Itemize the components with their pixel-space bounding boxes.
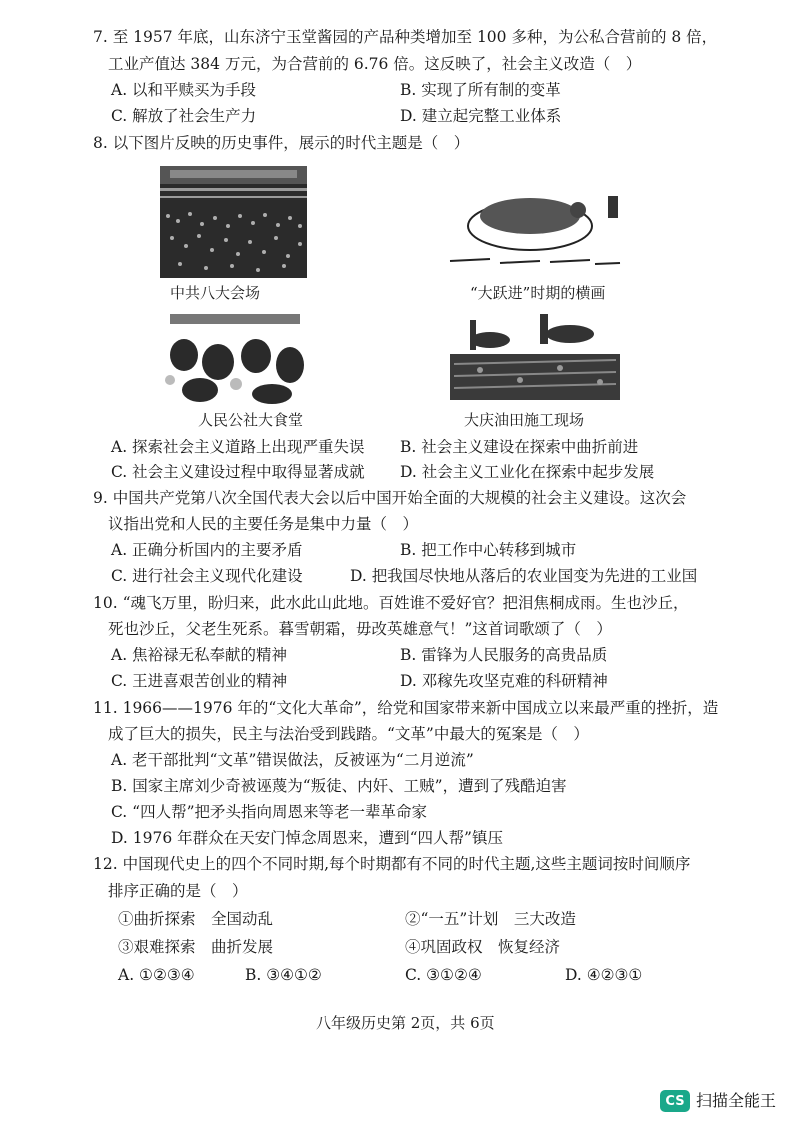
q12-stem-line2: 排序正确的是（ ） <box>108 882 248 900</box>
q11-option-a: A. 老干部批判“文革”错误做法，反被诬为“二月逆流” <box>111 751 474 769</box>
q11-stem-line1: 11. 1966——1976 年的“文化大革命”，给党和国家带来新中国成立以来最严重的挫折，造 <box>93 699 719 717</box>
q10-option-a: A. 焦裕禄无私奉献的精神 <box>111 646 288 664</box>
q7-stem-line2: 工业产值达 384 万元，为合营前的 6.76 倍。这反映了，社会主义改造（ ） <box>108 55 642 73</box>
q8-stem: 8. 以下图片反映的历史事件，展示的时代主题是（ ） <box>93 134 470 152</box>
camscanner-logo-icon: CS <box>660 1090 690 1112</box>
q12-stem-line1: 12. 中国现代史上的四个不同时期,每个时期都有不同的时代主题,这些主题词按时间顺序 <box>93 855 691 873</box>
q8-option-d: D. 社会主义工业化在探索中起步发展 <box>400 463 655 481</box>
q10-option-d: D. 邓稼先攻坚克难的科研精神 <box>400 672 608 690</box>
q7-option-c: C. 解放了社会生产力 <box>111 107 257 125</box>
q10-option-c: C. 王进喜艰苦创业的精神 <box>111 672 288 690</box>
q7-option-d: D. 建立起完整工业体系 <box>400 107 562 125</box>
q10-stem-line1: 10. “魂飞万里，盼归来，此水此山此地。百姓谁不爱好官？把泪焦桐成雨。生也沙丘， <box>93 594 689 612</box>
congress-hall-photo <box>160 166 307 278</box>
q11-option-d: D. 1976 年群众在天安门悼念周恩来，遭到“四人帮”镇压 <box>111 829 503 847</box>
q7-option-b: B. 实现了所有制的变革 <box>400 81 561 99</box>
q7-stem-line1: 7. 至 1957 年底，山东济宁玉堂酱园的产品种类增加至 100 多种，为公私合营前的 8 倍， <box>93 28 718 46</box>
caption-great-leap: “大跃进”时期的横画 <box>470 284 606 302</box>
q10-option-b: B. 雷锋为人民服务的高贵品质 <box>400 646 608 664</box>
q9-option-b: B. 把工作中心转移到城市 <box>400 541 577 559</box>
q12-item-3: ③艰难探索 曲折发展 <box>118 938 274 956</box>
q8-option-b: B. 社会主义建设在探索中曲折前进 <box>400 438 639 456</box>
q7-option-a: A. 以和平赎买为手段 <box>111 81 257 99</box>
camscanner-label: 扫描全能王 <box>696 1091 777 1110</box>
q12-item-2: ②“一五”计划 三大改造 <box>405 910 576 928</box>
q12-option-a: A. ①②③④ <box>118 966 195 984</box>
q9-stem-line1: 9. 中国共产党第八次全国代表大会以后中国开始全面的大规模的社会主义建设。这次会 <box>93 489 687 507</box>
page-number: 八年级历史第 2页，共 6页 <box>316 1014 495 1032</box>
q9-option-d: D. 把我国尽快地从落后的农业国变为先进的工业国 <box>350 567 698 585</box>
q8-option-c: C. 社会主义建设过程中取得显著成就 <box>111 463 365 481</box>
caption-commune-canteen: 人民公社大食堂 <box>198 411 304 429</box>
q12-item-1: ①曲折探索 全国动乱 <box>118 910 274 928</box>
caption-daqing-oilfield: 大庆油田施工现场 <box>464 411 585 429</box>
q12-option-d: D. ④②③① <box>565 966 643 984</box>
commune-canteen-photo <box>160 310 310 406</box>
q8-option-a: A. 探索社会主义道路上出现严重失误 <box>111 438 365 456</box>
q9-option-c: C. 进行社会主义现代化建设 <box>111 567 303 585</box>
q11-option-b: B. 国家主席刘少奇被诬蔑为“叛徒、内奸、工贼”，遭到了残酷迫害 <box>111 777 567 795</box>
q11-stem-line2: 成了巨大的损失，民主与法治受到践踏。“文革”中最大的冤案是（ ） <box>108 725 589 743</box>
q12-item-4: ④巩固政权 恢复经济 <box>405 938 561 956</box>
great-leap-cartoon <box>430 166 630 278</box>
q12-option-b: B. ③④①② <box>245 966 322 984</box>
q9-stem-line2: 议指出党和人民的主要任务是集中力量（ ） <box>108 515 419 533</box>
q12-option-c: C. ③①②④ <box>405 966 482 984</box>
caption-congress-hall: 中共八大会场 <box>170 284 261 302</box>
camscanner-watermark <box>660 1090 776 1112</box>
q11-option-c: C. “四人帮”把矛头指向周恩来等老一辈革命家 <box>111 803 428 821</box>
q10-stem-line2: 死也沙丘，父老生死系。暮雪朝霜，毋改英雄意气！”这首词歌颂了（ ） <box>108 620 612 638</box>
q9-option-a: A. 正确分析国内的主要矛盾 <box>111 541 303 559</box>
daqing-oilfield-photo <box>440 310 630 406</box>
